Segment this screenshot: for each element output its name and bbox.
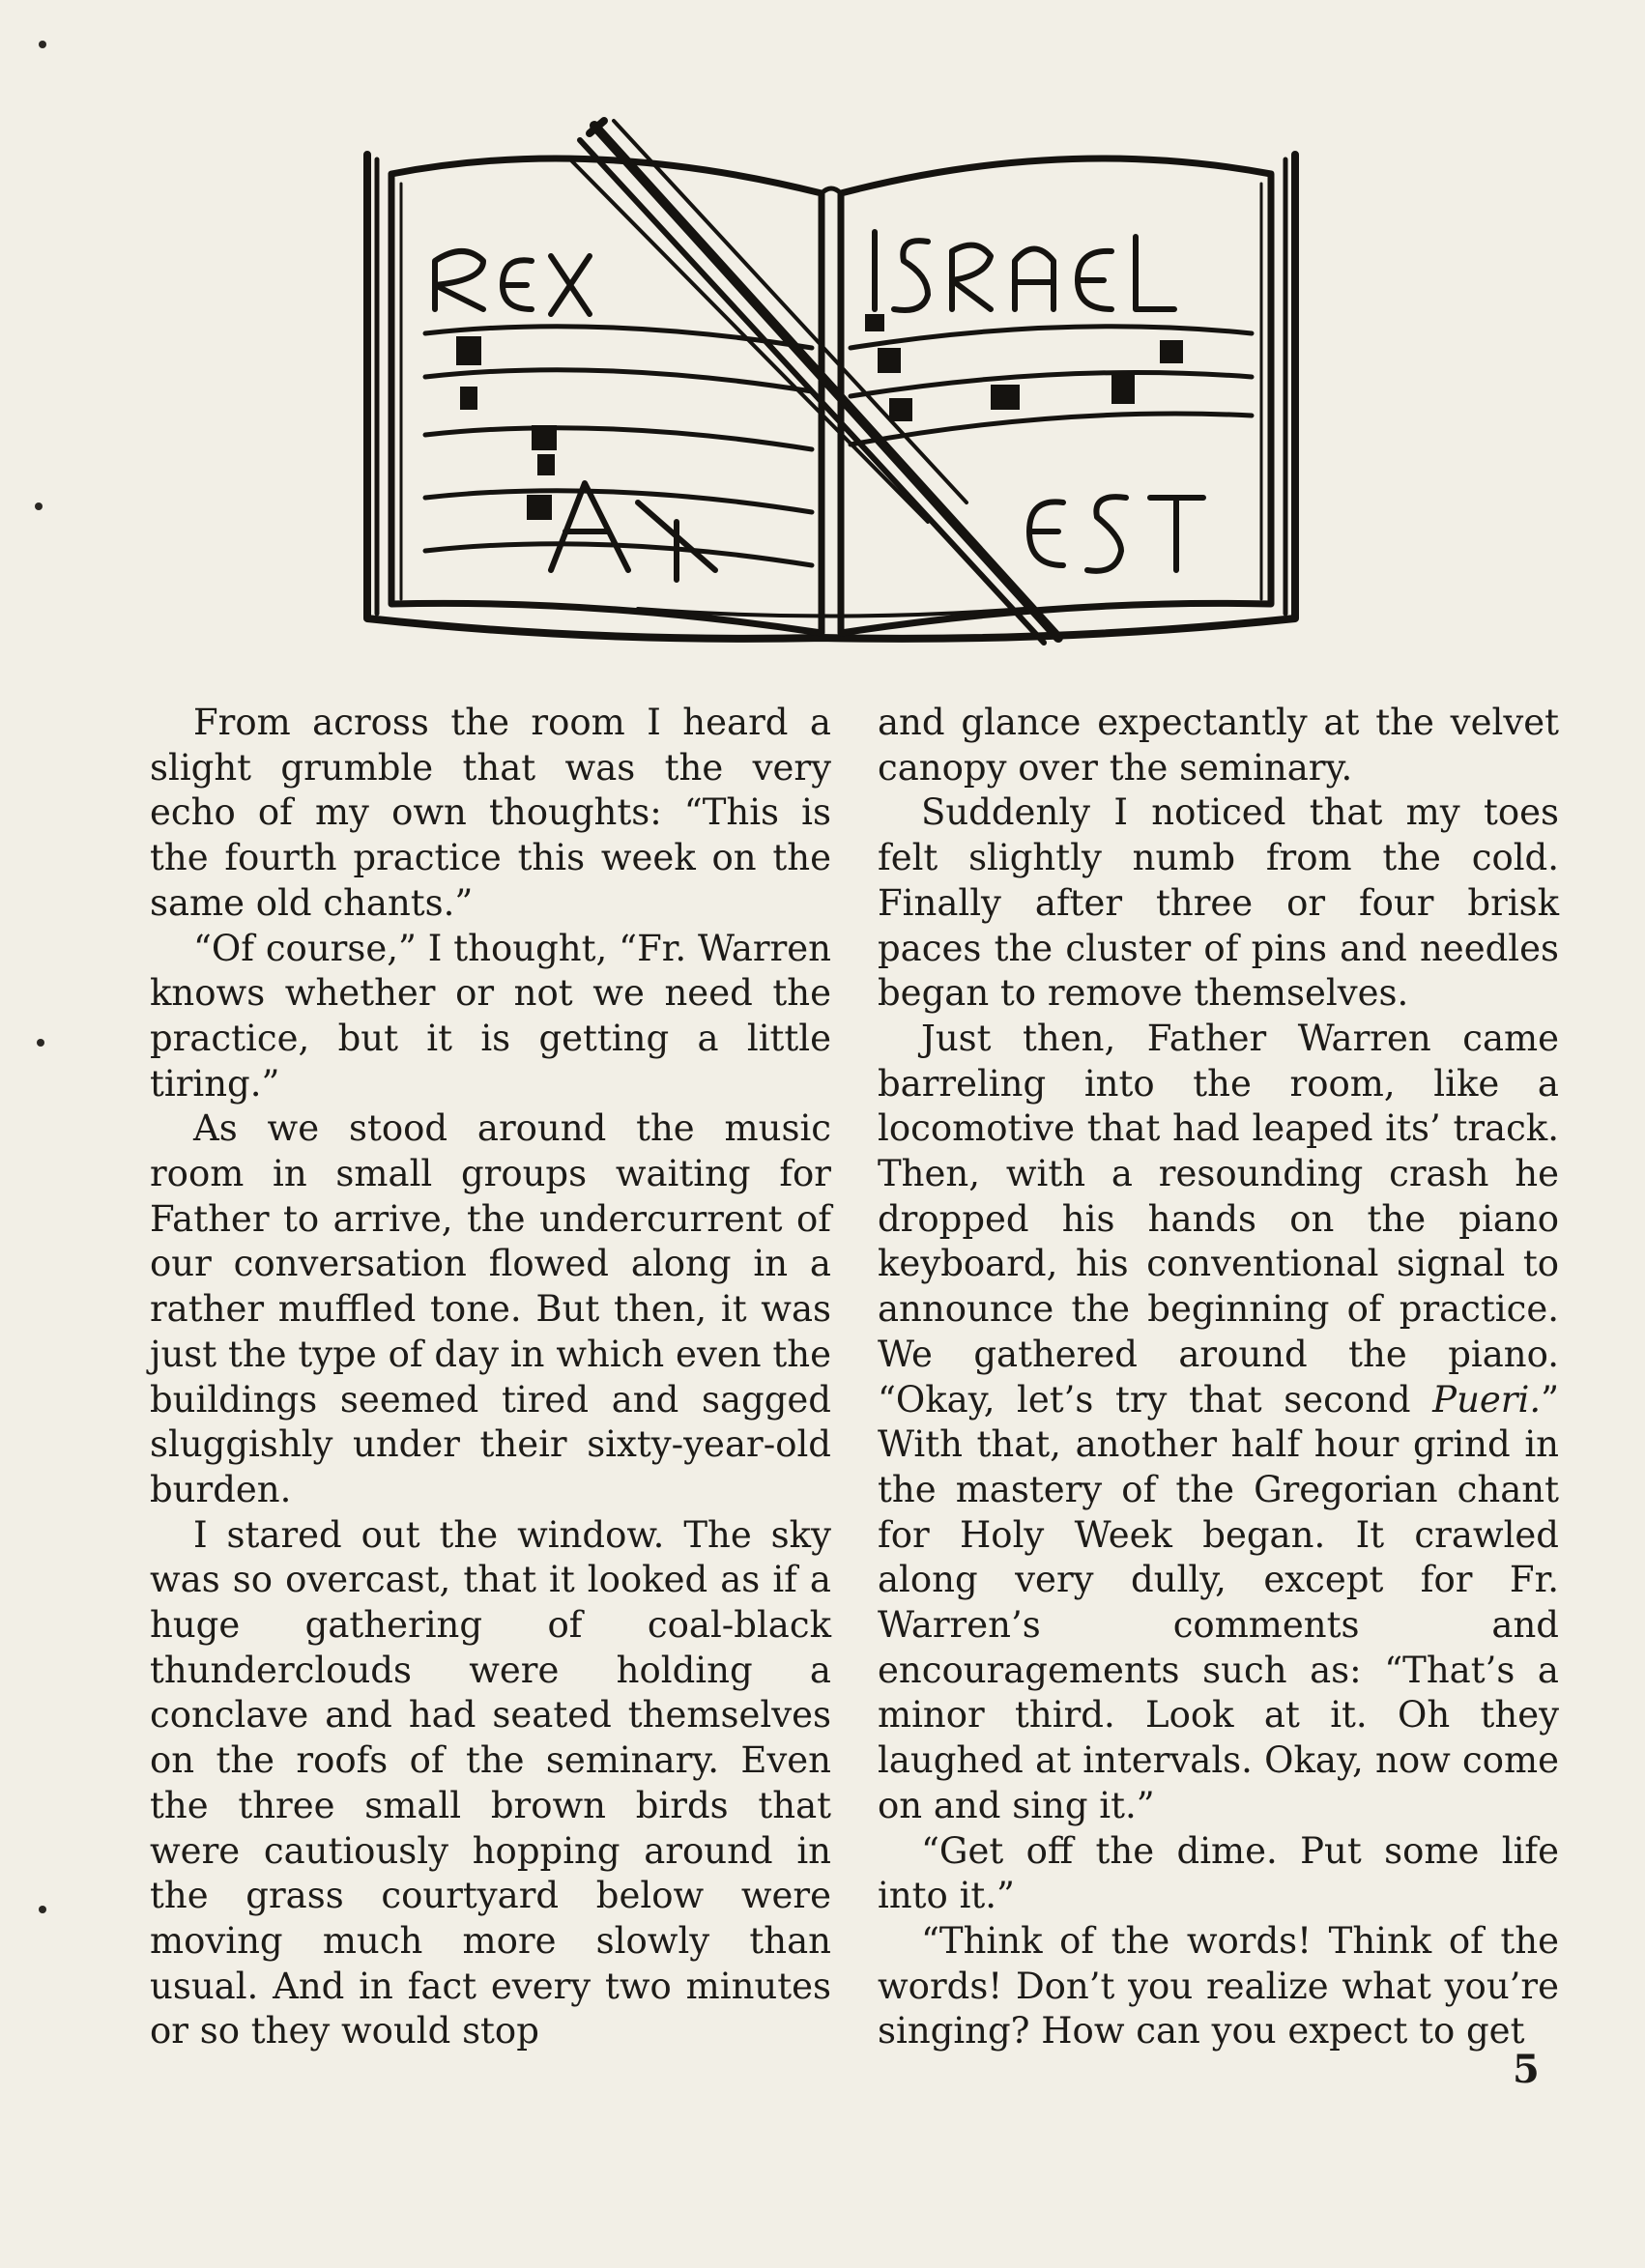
paragraph: “Of course,” I thought, “Fr. Warren knows whether or not we need the practice, but it is getting a little tiring.” (150, 927, 831, 1105)
paragraph: I stared out the window. The sky was so overcast, that it looked as if a huge gathering of coal-black thunderclouds were holding a conclave and had seated themselves on the roofs of the seminary. Even the three small brown birds that were cautiously hopping around in the grass courtyard below were moving much more slowly than usual. And in fact every two minutes or so they would stop (150, 1513, 831, 2053)
paragraph-continued: and glance expectantly at the velvet canopy over the seminary. (878, 702, 1559, 789)
binder-hole-mark (39, 41, 46, 48)
binder-hole-mark (39, 1906, 46, 1913)
page-number: 5 (1513, 2047, 1540, 2092)
paragraph: “Get off the dime. Put some life into it.” (878, 1829, 1559, 1917)
paragraph: “Think of the words! Think of the words! Don’t you realize what you’re singing? How can you expect to get (878, 1919, 1559, 2053)
paragraph: From across the room I heard a slight grumble that was the very echo of my own thoughts: “This is the fourth practice this week on the same old chants.” (150, 702, 831, 924)
left-column (150, 701, 831, 2054)
binder-hole-mark (37, 1039, 44, 1047)
paragraph-text: Just then, Father Warren came barreling into the room, like a locomotive that had leaped its’ track. Then, with a resounding crash he dropped his hands on the piano keyboard, his conventional signal to announce the beginning of practice. We gathered around the piano. “Okay, let’s try that second (878, 1017, 1559, 1421)
paragraph (878, 1017, 1559, 1829)
book-quill-drawing (348, 116, 1314, 657)
binder-hole-mark (35, 502, 43, 510)
open-book-illustration (348, 116, 1314, 657)
right-column (878, 701, 1559, 2054)
paragraph-text: ” With that, another half hour grind in the mastery of the Gregorian chant for Holy Week began. It crawled along very dully, except for Fr. Warren’s comments and encouragements such as: “That’s a minor third. Look at it. Oh they laughed at intervals. Okay, now come on and sing it.” (878, 1378, 1559, 1826)
paragraph: As we stood around the music room in small groups waiting for Father to arrive, the undercurrent of our conversation flowed along in a rather muffled tone. But then, it was just the type of day in which even the buildings seemed tired and sagged sluggishly under their sixty-year-old burden. (150, 1107, 831, 1510)
paragraph: Suddenly I noticed that my toes felt slightly numb from the cold. Finally after three or four brisk paces the cluster of pins and needles began to remove themselves. (878, 791, 1559, 1015)
italic-title: Pueri. (1432, 1378, 1542, 1421)
